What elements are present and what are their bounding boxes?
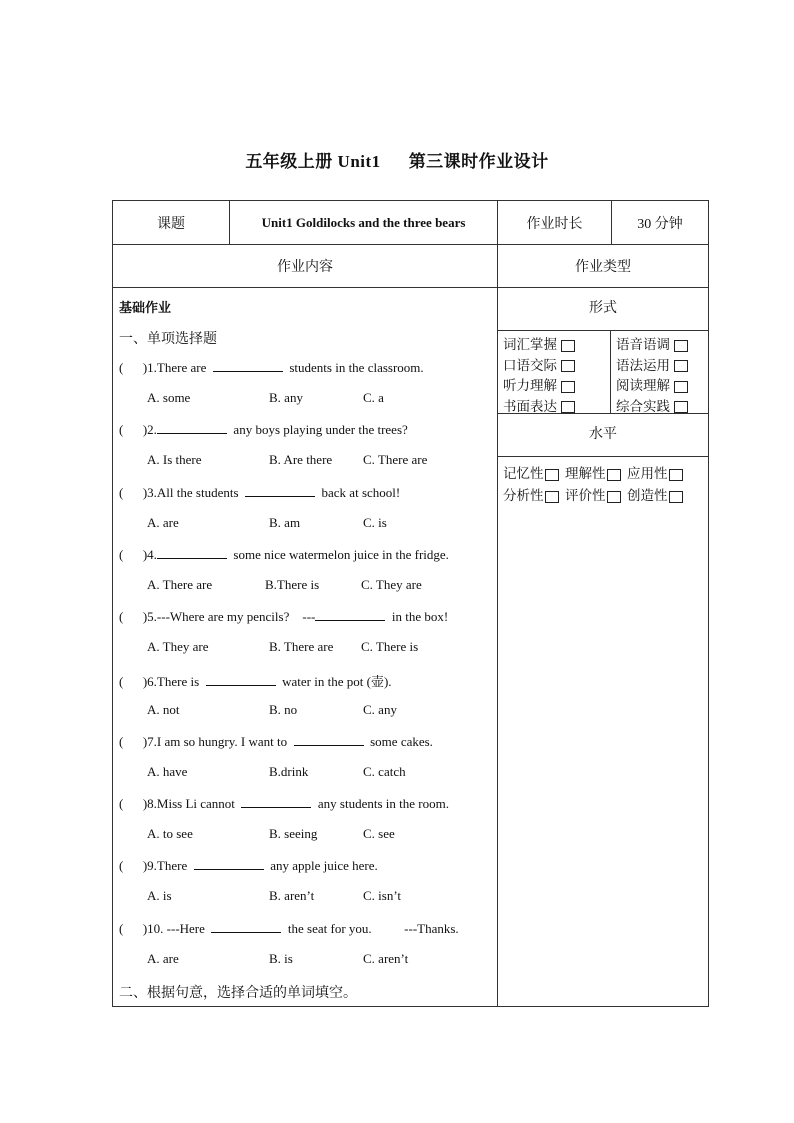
question-text: ( )8.Miss Li cannot — [119, 796, 242, 812]
level-item-label: 创造性 — [627, 488, 668, 503]
topic-value: Unit1 Goldilocks and the three bears — [230, 201, 498, 245]
answer-blank[interactable] — [213, 359, 283, 372]
level-item — [503, 462, 559, 482]
option-c: C. is — [363, 514, 387, 530]
form-item-label: 语音语调 — [616, 337, 670, 352]
level-item-label: 记忆性 — [503, 466, 544, 481]
homework-content — [113, 288, 498, 1007]
level-item-label: 评价性 — [565, 488, 606, 503]
form-item-label: 口语交际 — [503, 357, 557, 373]
time-label: 作业时长 — [498, 201, 612, 245]
option-b: B. aren’t — [269, 888, 315, 904]
option-b: B. no — [269, 701, 298, 717]
level-label: 水平 — [498, 414, 708, 457]
option-b: B. is — [269, 950, 293, 966]
question-7 — [119, 733, 433, 750]
level-item-label: 应用性 — [627, 466, 668, 481]
option-a: A. are — [147, 514, 179, 530]
form-item — [503, 395, 575, 415]
homework-table — [112, 200, 709, 1007]
form-grid — [498, 331, 708, 414]
form-item-label: 书面表达 — [503, 398, 557, 414]
option-a: A. not — [147, 701, 180, 717]
level-item-label: 分析性 — [503, 488, 544, 503]
option-a: A. some — [147, 390, 191, 405]
checkbox[interactable] — [561, 381, 575, 393]
answer-blank[interactable] — [211, 920, 281, 933]
option-b: B. any — [269, 390, 303, 405]
content-header: 作业内容 — [113, 245, 498, 288]
level-item — [627, 484, 683, 504]
form-item — [503, 354, 575, 374]
question-text-end: students in the classroom. — [282, 360, 424, 375]
question-4 — [119, 546, 449, 563]
form-item — [616, 333, 688, 353]
question-text: ( )9.There — [119, 858, 194, 874]
part2-heading: 二、根据句意，选择合适的单词填空。 — [119, 986, 357, 1001]
checkbox[interactable] — [669, 469, 683, 481]
checkbox[interactable] — [674, 401, 688, 413]
option-a: A. There are — [147, 576, 213, 592]
form-item — [616, 395, 688, 415]
question-2 — [119, 421, 408, 438]
option-c: C. see — [363, 826, 395, 842]
topic-label: 课题 — [113, 201, 230, 245]
option-c: C. a — [363, 390, 384, 405]
question-3 — [119, 484, 400, 501]
option-c: C. They are — [361, 576, 422, 592]
form-label: 形式 — [498, 288, 708, 331]
level-grid — [498, 457, 708, 517]
title-part1: 五年级上册 Unit1 — [245, 152, 381, 171]
title-part2: 第三课时作业设计 — [408, 152, 549, 171]
question-8 — [119, 795, 449, 812]
option-c: C. aren’t — [363, 950, 409, 966]
level-item — [503, 484, 559, 504]
form-item — [616, 354, 688, 374]
question-text: ( )7.I am so hungry. I want to — [119, 733, 294, 749]
question-1 — [119, 359, 424, 376]
time-value: 30 分钟 — [612, 201, 709, 245]
homework-type-panel — [498, 288, 709, 1007]
question-text-end: some nice watermelon juice in the fridge. — [226, 546, 449, 562]
option-c: C. catch — [363, 763, 406, 779]
checkbox[interactable] — [545, 491, 559, 503]
option-c: C. There are — [363, 452, 428, 468]
level-item-label: 理解性 — [565, 466, 606, 481]
option-b: B. There are — [269, 639, 334, 655]
form-item — [616, 374, 688, 394]
checkbox[interactable] — [674, 360, 688, 372]
answer-blank[interactable] — [241, 795, 311, 808]
option-c: C. There is — [361, 639, 419, 655]
option-a: A. to see — [147, 826, 193, 842]
answer-blank[interactable] — [157, 421, 227, 434]
checkbox[interactable] — [561, 340, 575, 352]
answer-blank[interactable] — [206, 673, 276, 686]
form-item-label: 语法运用 — [616, 357, 670, 373]
question-text-end: any students in the room. — [311, 796, 449, 812]
question-5 — [119, 608, 448, 625]
page-title — [0, 147, 794, 172]
checkbox[interactable] — [674, 340, 688, 352]
option-a: A. have — [147, 763, 188, 779]
checkbox[interactable] — [607, 469, 621, 481]
option-b: B.There is — [265, 576, 320, 592]
question-text: ( )10. ---Here — [119, 920, 212, 936]
option-b: B. seeing — [269, 826, 318, 842]
question-text-end: in the box! — [385, 609, 449, 625]
checkbox[interactable] — [607, 491, 621, 503]
form-item — [503, 374, 575, 394]
question-text: ( )1.There are — [119, 360, 213, 375]
question-text-end: any boys playing under the trees? — [226, 422, 408, 438]
checkbox[interactable] — [669, 491, 683, 503]
answer-blank[interactable] — [194, 857, 264, 870]
answer-blank[interactable] — [294, 733, 364, 746]
level-item — [627, 462, 683, 482]
question-text-end: some cakes. — [363, 733, 433, 749]
checkbox[interactable] — [561, 360, 575, 372]
option-b: B. Are there — [269, 452, 333, 468]
option-a: A. Is there — [147, 452, 202, 468]
form-item-label: 阅读理解 — [616, 378, 670, 393]
form-item-label: 听力理解 — [503, 378, 557, 393]
question-text-end: any apple juice here. — [263, 858, 378, 874]
answer-blank[interactable] — [245, 484, 315, 497]
form-item-label: 综合实践 — [616, 398, 670, 414]
form-item-label: 词汇掌握 — [503, 337, 557, 352]
question-text: ( )5.---Where are my pencils? --- — [119, 609, 316, 625]
part1-heading: 一、单项选择题 — [119, 332, 217, 347]
question-text: ( )6.There is — [119, 673, 206, 689]
question-9 — [119, 857, 378, 874]
form-divider — [610, 331, 611, 413]
level-item — [565, 462, 621, 482]
checkbox[interactable] — [674, 381, 688, 393]
answer-blank[interactable] — [157, 546, 227, 559]
basic-heading: 基础作业 — [119, 300, 172, 315]
level-item — [565, 484, 621, 504]
option-a: A. They are — [147, 639, 209, 655]
option-b: B. am — [269, 514, 301, 530]
checkbox[interactable] — [545, 469, 559, 481]
question-text-end: the seat for you. ---Thanks. — [281, 920, 459, 936]
option-c: C. isn’t — [363, 888, 402, 904]
answer-blank[interactable] — [315, 608, 385, 621]
form-item — [503, 333, 575, 353]
question-text-end: back at school! — [315, 484, 401, 500]
option-c: C. any — [363, 701, 397, 717]
option-b: B.drink — [269, 763, 309, 779]
question-10 — [119, 920, 459, 937]
question-text: ( )4. — [119, 546, 157, 562]
option-a: A. are — [147, 950, 179, 966]
question-text: ( )3.All the students — [119, 484, 246, 500]
option-a: A. is — [147, 888, 172, 904]
question-6 — [119, 671, 392, 690]
question-text: ( )2. — [119, 422, 157, 438]
type-header: 作业类型 — [498, 245, 709, 288]
checkbox[interactable] — [561, 401, 575, 413]
question-text-end: water in the pot (壶). — [275, 673, 392, 689]
